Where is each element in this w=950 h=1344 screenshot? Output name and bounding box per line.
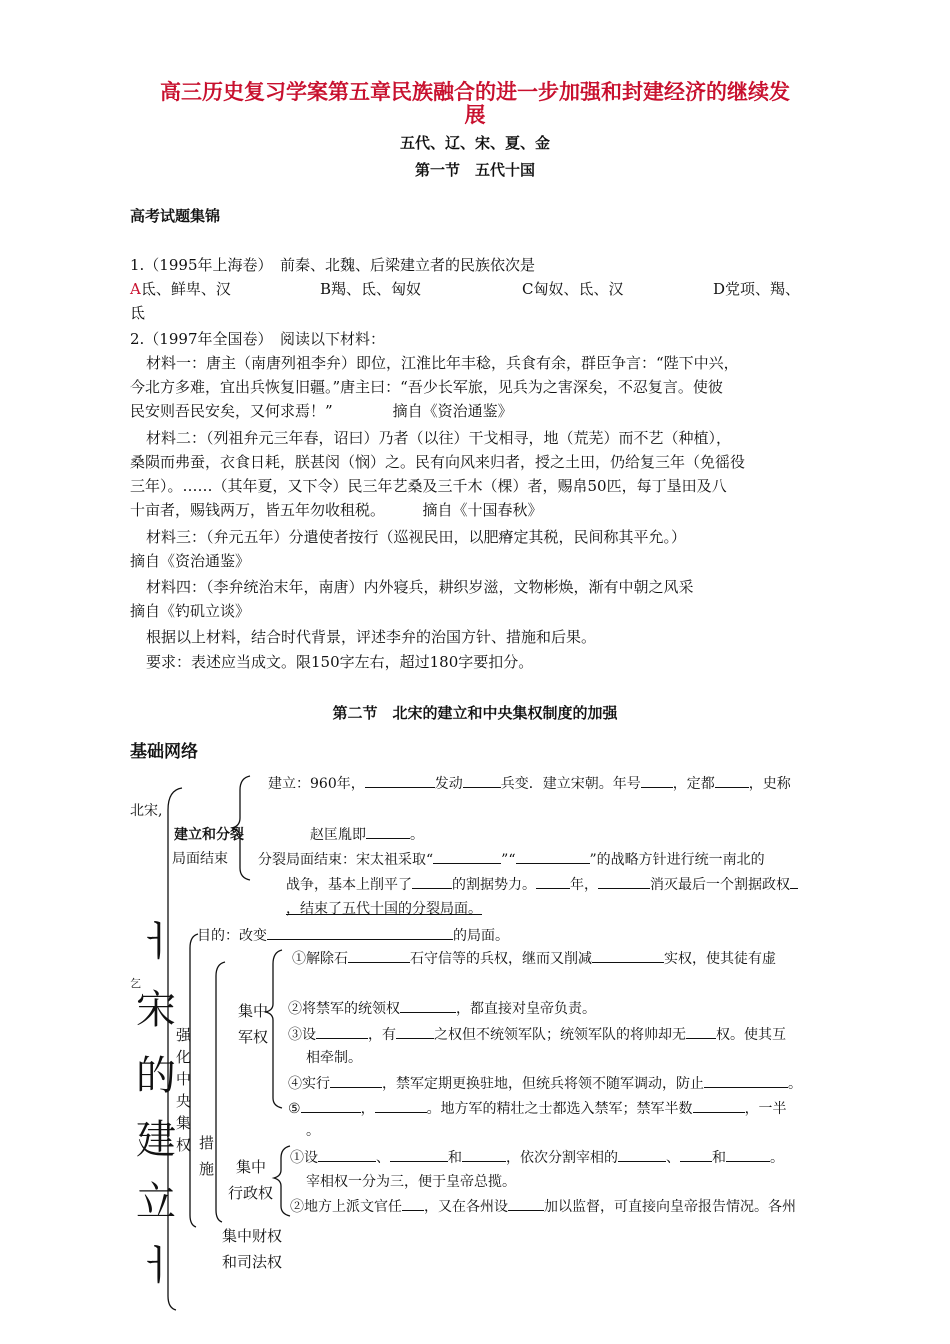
text: ，: [360, 1101, 375, 1117]
text: 加以监督，可直接向皇帝报告情况。各州: [544, 1199, 796, 1215]
blank: [267, 925, 453, 940]
q1-option-b: B羯、氐、匈奴: [320, 280, 422, 298]
blank: [462, 1147, 506, 1162]
text: ”的战略方针进行统一南北的: [589, 852, 765, 868]
blank: [641, 773, 673, 788]
text: ②将禁军的统领权: [288, 1001, 400, 1017]
blank: [433, 849, 501, 864]
division-line1: [258, 849, 765, 869]
blank: [400, 998, 456, 1013]
text: 分裂局面结束：宋太祖采取“: [258, 852, 434, 868]
blank: [318, 1147, 376, 1162]
central-brace: [190, 934, 198, 1227]
q1-stem: 1.（1995年上海卷） 前秦、北魏、后梁建立者的民族依次是: [130, 256, 535, 274]
blank: [592, 948, 664, 963]
blank: [618, 1147, 666, 1162]
text: 和: [712, 1150, 726, 1166]
small-mark: 乞: [130, 977, 141, 990]
q2-line: 根据以上材料，结合时代背景，评述李弁的治国方针、措施和后果。: [146, 628, 597, 646]
q1-option-a-letter: A: [130, 280, 141, 298]
branch-central-char: 集: [176, 1114, 192, 1132]
subtitle: 五代、辽、宋、夏、金: [399, 134, 550, 152]
text: 权。使其互: [716, 1027, 786, 1043]
text: 。地方军的精壮之士都选入禁军；禁军半数: [426, 1101, 693, 1117]
admin-item-1-cont: 宰相权一分为三，便于皇帝总揽。: [306, 1174, 516, 1190]
text: 目的：改变: [197, 928, 267, 944]
text: 之权但不统领军队；统领军队的将帅却无: [434, 1027, 686, 1043]
q1-option-a-text: 氐、鲜卑、汉: [140, 280, 231, 298]
big-char: ㅓ: [138, 919, 177, 965]
text: 年，: [570, 877, 598, 893]
text: 。: [770, 1150, 784, 1166]
text: 实权，使其徒有虚: [664, 951, 776, 967]
establish-line2: [310, 824, 424, 844]
text: ①设: [290, 1150, 318, 1166]
branch-central-char: 央: [176, 1092, 192, 1110]
q2-line: 摘自《资治通鉴》: [130, 552, 251, 570]
text: 。: [410, 827, 424, 843]
branch-central-char: 中: [176, 1070, 192, 1088]
blank: [301, 1098, 361, 1113]
doc-title-line1: 高三历史复习学案第五章民族融合的进一步加强和封建经济的继续发: [160, 79, 790, 104]
admin-brace: [274, 1146, 290, 1216]
military-item-5-cont: 。: [306, 1123, 320, 1139]
q2-line: 材料一：唐主（南唐列祖李弁）即位，江淮比年丰稔，兵食有余，群臣争言：“陛下中兴，: [146, 354, 739, 372]
q2-line: 桑陨而弗蚕，衣食日耗，朕甚闵（悯）之。民有向风来归者，授之土田，仍给复三年（免徭役: [130, 453, 746, 471]
blank: [375, 1098, 427, 1113]
q2-line: 三年）。……（其年夏，又下令）民三年艺桑及三千木（棵）者，赐帛50匹，每丁垦田及八: [130, 477, 727, 495]
blank: [390, 1147, 448, 1162]
q2-line: 民安则吾民安矣，又何求焉！” 摘自《资治通鉴》: [130, 402, 513, 420]
military-item-3: [288, 1024, 786, 1044]
q2-line: 摘自《钓矶立谈》: [130, 602, 251, 620]
blank: [402, 1196, 424, 1211]
blank: [316, 1024, 368, 1039]
measures-char: 施: [199, 1160, 215, 1178]
blank: [790, 874, 798, 889]
section2-heading: 第二节 北宋的建立和中央集权制度的加强: [332, 704, 618, 722]
q2-line: 材料三：（弁元五年）分遣使者按行（巡视民田，以肥瘠定其税，民间称其平允。）: [146, 528, 687, 546]
section1-heading: 第一节 五代十国: [414, 161, 535, 179]
blank: [686, 1024, 716, 1039]
military-item-5: [288, 1098, 787, 1118]
blank: [366, 824, 410, 839]
military-label-l1: 集中: [238, 1002, 269, 1020]
measures-char: 措: [199, 1134, 215, 1152]
q2-stem: 2.（1997年全国卷） 阅读以下材料：: [130, 330, 385, 348]
text: 战争，基本上削平了: [286, 877, 412, 893]
division-line2: [286, 874, 798, 894]
admin-item-2: [290, 1196, 796, 1216]
big-char: 立: [136, 1179, 176, 1225]
blank: [330, 1073, 382, 1088]
text: 、: [666, 1150, 680, 1166]
blank: [412, 874, 452, 889]
text: ④实行: [288, 1076, 330, 1092]
military-label-l2: 军权: [238, 1028, 269, 1046]
text: 的局面。: [453, 928, 509, 944]
finance-label-l1: 集中财权: [222, 1227, 283, 1245]
root-label: 北宋,: [130, 803, 163, 819]
text: 的割据势力。: [452, 877, 536, 893]
text: 、: [376, 1150, 390, 1166]
military-item-4: [288, 1073, 802, 1093]
division-line3: [286, 898, 482, 918]
blank: [508, 1196, 544, 1211]
blank: [516, 849, 590, 864]
text: ③设: [288, 1027, 316, 1043]
q2-line: 今北方多难，宜出兵恢复旧疆。”唐主曰：“吾少长军旅，见兵为之害深矣，不忍复言。使彼: [130, 378, 723, 396]
blank: [680, 1147, 712, 1162]
text: ①解除石: [292, 951, 348, 967]
text: ⑤: [288, 1101, 301, 1117]
blank: [598, 874, 650, 889]
q2-line: 材料四：（李弁统治末年，南唐）内外寝兵，耕织岁滋，文物彬焕，渐有中朝之风采: [146, 578, 694, 596]
text: ”“: [501, 852, 516, 868]
text: ，又在各州设: [424, 1199, 508, 1215]
text: 建立：960年，: [268, 776, 365, 792]
military-item-3-cont: 相牵制。: [306, 1050, 362, 1066]
q2-line: 材料二：（列祖弁元三年春，诏曰）乃者（以往）干戈相寻，地（荒芜）而不艺（种植），: [146, 429, 732, 447]
network-heading: 基础网络: [130, 742, 198, 762]
blank: [693, 1098, 745, 1113]
military-item-1: [292, 948, 776, 968]
text: ②地方上派文官任: [290, 1199, 402, 1215]
blank: [463, 773, 501, 788]
branch-central-char: 强: [176, 1026, 192, 1044]
big-char: 建: [136, 1117, 176, 1163]
big-char: 宋: [136, 987, 176, 1033]
text: 兵变．建立宋朝。年号: [500, 776, 641, 792]
q2-line: 十亩者，赐钱两万，皆五年勿收租税。 摘自《十国春秋》: [130, 501, 543, 519]
measures-brace: [216, 962, 225, 1222]
doc-title-line2: 展: [464, 102, 486, 127]
branch-central-char: 化: [176, 1048, 192, 1066]
establish-line1: [268, 773, 791, 793]
text: 赵匡胤即: [310, 827, 366, 843]
text: ，有: [368, 1027, 396, 1043]
q2-line: 要求：表述应当成文。限150字左右，超过180字要扣分。: [146, 653, 534, 671]
blank: [396, 1024, 434, 1039]
blank: [365, 773, 435, 788]
q1-option-c: C匈奴、氐、汉: [522, 280, 624, 298]
text: 。: [788, 1076, 802, 1092]
text: 石守信等的兵权，继而又削减: [410, 951, 592, 967]
big-char: 的: [136, 1053, 176, 1099]
text: ，一半: [744, 1101, 787, 1117]
military-brace: [266, 950, 282, 1108]
text: 发动: [434, 776, 463, 792]
text: 消灭最后一个割据政权: [650, 877, 790, 893]
admin-item-1: [290, 1147, 784, 1167]
exam-heading: 高考试题集锦: [130, 207, 221, 225]
blank: [704, 1073, 788, 1088]
q1-option-d: D党项、羯、: [713, 280, 801, 298]
branch-establish-l2: 局面结束: [172, 851, 228, 867]
blank: [726, 1147, 770, 1162]
text: 和: [448, 1150, 462, 1166]
text: ，史称: [748, 776, 791, 792]
branch-establish-l1: 建立和分裂: [174, 827, 244, 843]
finance-label-l2: 和司法权: [222, 1253, 283, 1271]
text: ，定都: [672, 776, 715, 792]
text: ，禁军定期更换驻地，但统兵将领不随军调动，防止: [382, 1076, 704, 1092]
military-item-2: [288, 998, 596, 1018]
blank: [348, 948, 410, 963]
text: ，依次分割宰相的: [506, 1150, 618, 1166]
blank: [536, 874, 570, 889]
branch-central-char: 权: [176, 1136, 192, 1154]
big-char: ㅓ: [138, 1243, 177, 1289]
purpose-line: [197, 925, 509, 945]
text: ，结束了五代十国的分裂局面。: [286, 901, 482, 917]
admin-label-l1: 集中: [236, 1158, 267, 1176]
q1-option-d-cont: 氐: [130, 304, 146, 322]
text: ，都直接对皇帝负责。: [456, 1001, 596, 1017]
blank: [715, 773, 749, 788]
admin-label-l2: 行政权: [228, 1184, 274, 1202]
